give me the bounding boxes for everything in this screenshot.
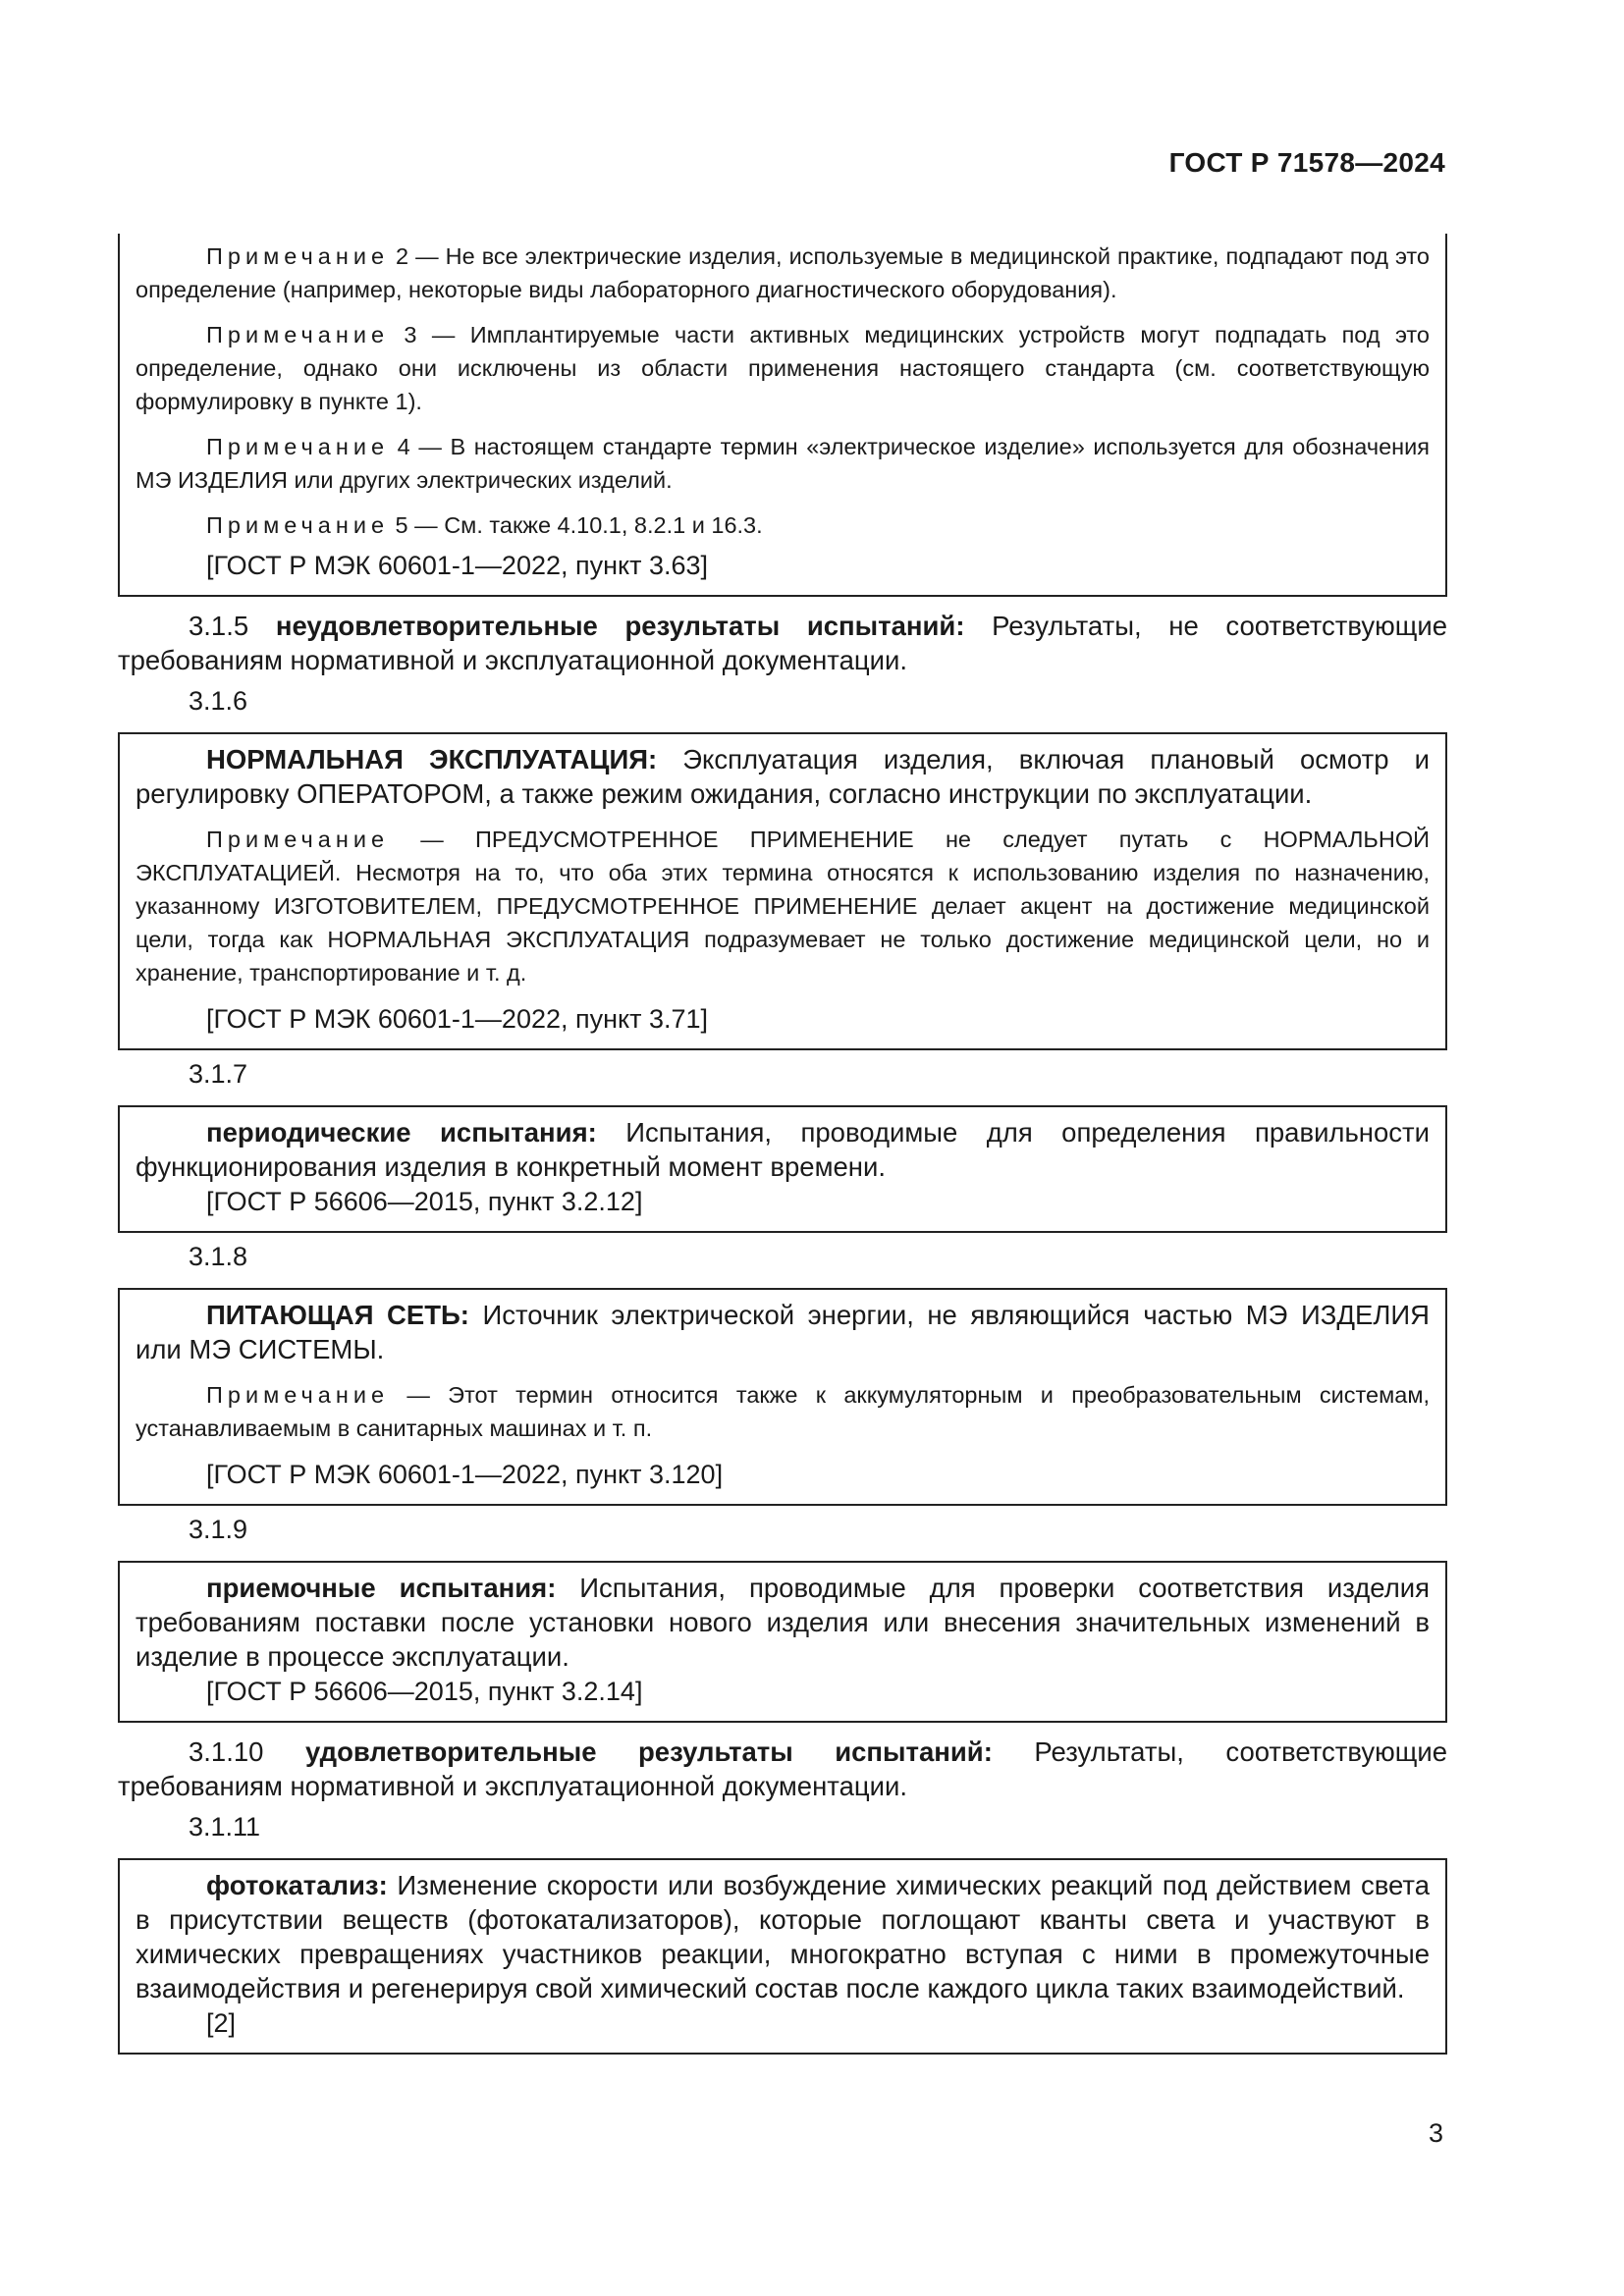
note-text: — ПРЕДУСМОТРЕННОЕ ПРИМЕНЕНИЕ не следует путать с НОРМАЛЬНОЙ ЭКСПЛУАТАЦИЕЙ. Несмотря на то, что оба этих термина относятся к использованию изделия по назначению, указанному ИЗГОТОВИТЕЛЕМ, ПРЕДУСМОТРЕННОЕ ПРИМЕНЕНИЕ делает акцент на достижение медицинской цели, тогда как НОРМАЛЬНАЯ ЭКСПЛУАТАЦИЯ подразумевает не только достижение медицинской цели, но и хранение, транспортирование и т. д. — [135, 827, 1430, 986]
term-number-3-1-11: 3.1.11 — [189, 1812, 261, 1842]
term-note — [135, 823, 1430, 989]
term-definition-paragraph — [135, 1298, 1430, 1366]
definition-box-3-1-7 — [118, 1105, 1447, 1233]
term-number-3-1-9: 3.1.9 — [189, 1515, 248, 1544]
term-title: ПИТАЮЩАЯ СЕТЬ: — [206, 1300, 469, 1330]
term-title: удовлетворительные результаты испытаний: — [305, 1736, 993, 1767]
term-definition-paragraph — [135, 1115, 1430, 1184]
definition-box-3-1-9 — [118, 1561, 1447, 1723]
definition-box-3-1-8 — [118, 1288, 1447, 1506]
note-4 — [135, 430, 1430, 497]
note-text: 2 — Не все электрические изделия, используемые в медицинской практике, подпадают под это определение (например, некоторые виды лабораторного диагностического оборудования). — [135, 243, 1430, 302]
note-label: Примечание — [206, 434, 390, 459]
note-2 — [135, 240, 1430, 306]
term-definition-paragraph — [135, 742, 1430, 811]
definition-box-3-1-6 — [118, 732, 1447, 1050]
term-number-3-1-7: 3.1.7 — [189, 1059, 248, 1089]
definition-box-3-1-11 — [118, 1858, 1447, 2055]
note-label: Примечание — [206, 1382, 390, 1408]
note-label: Примечание — [206, 243, 390, 269]
term-entry-3-1-5 — [118, 609, 1447, 677]
note-text: 5 — См. также 4.10.1, 8.2.1 и 16.3. — [389, 512, 763, 538]
document-id-header: ГОСТ Р 71578—2024 — [1168, 147, 1445, 178]
source-reference: [ГОСТ Р МЭК 60601-1—2022, пункт 3.120] — [206, 1460, 724, 1489]
term-definition-paragraph — [135, 1868, 1430, 2005]
term-title: периодические испытания: — [206, 1117, 597, 1148]
term-number-3-1-8: 3.1.8 — [189, 1242, 248, 1271]
term-title: НОРМАЛЬНАЯ ЭКСПЛУАТАЦИЯ: — [206, 744, 658, 774]
source-reference: [2] — [206, 2008, 237, 2038]
source-reference: [ГОСТ Р 56606—2015, пункт 3.2.14] — [206, 1677, 643, 1706]
note-text: 3 — Имплантируемые части активных медицинских устройств могут подпадать под это определение, однако они исключены из области применения настоящего стандарта (см. соответствующую формулировку в пункте 1). — [135, 322, 1430, 414]
term-title: фотокатализ: — [206, 1870, 388, 1900]
note-text: — Этот термин относится также к аккумуляторным и преобразовательным системам, устанавливаемым в санитарных машинах и т. п. — [135, 1382, 1430, 1441]
term-number-3-1-6: 3.1.6 — [189, 686, 248, 716]
term-note — [135, 1378, 1430, 1445]
source-reference: [ГОСТ Р МЭК 60601-1—2022, пункт 3.71] — [206, 1004, 709, 1034]
term-number: 3.1.10 — [189, 1736, 264, 1767]
note-label: Примечание — [206, 827, 390, 852]
term-definition-paragraph — [135, 1571, 1430, 1674]
term-definition: Эксплуатация изделия, включая плановый осмотр и регулировку ОПЕРАТОРОМ, а также режим ожидания, согласно инструкции по эксплуатации. — [135, 744, 1430, 809]
term-definition: Источник электрической энергии, не являющийся частью МЭ ИЗДЕЛИЯ или МЭ СИСТЕМЫ. — [135, 1300, 1430, 1364]
note-3 — [135, 318, 1430, 418]
page-number: 3 — [1428, 2118, 1443, 2148]
definition-box-3-1-4-continued — [118, 234, 1447, 597]
note-label: Примечание — [206, 512, 390, 538]
term-definition: Испытания, проводимые для проверки соответствия изделия требованиям поставки после установки нового изделия или внесения значительных изменений в изделие в процессе эксплуатации. — [135, 1573, 1430, 1672]
note-5 — [135, 508, 1430, 542]
term-definition: Результаты, соответствующие требованиям нормативной и эксплуатационной документации. — [118, 1736, 1447, 1801]
note-text: 4 — В настоящем стандарте термин «электрическое изделие» используется для обозначения МЭ ИЗДЕЛИЯ или других электрических изделий. — [135, 434, 1430, 493]
source-reference: [ГОСТ Р МЭК 60601-1—2022, пункт 3.63] — [206, 551, 709, 580]
term-definition: Результаты, не соответствующие требованиям нормативной и эксплуатационной документации. — [118, 611, 1448, 675]
source-reference: [ГОСТ Р 56606—2015, пункт 3.2.12] — [206, 1187, 643, 1216]
term-title: неудовлетворительные результаты испытаний: — [275, 611, 965, 641]
term-definition: Изменение скорости или возбуждение химических реакций под действием света в присутствии веществ (фотокатализаторов), которые поглощают кванты света и участвуют в химических превращениях участников реакции, многократно вступая с ними в промежуточные взаимодействия и регенерируя свой химический состав после каждого цикла таких взаимодействий. — [135, 1870, 1430, 2003]
note-label: Примечание — [206, 322, 390, 347]
term-definition: Испытания, проводимые для определения правильности функционирования изделия в конкретный момент времени. — [135, 1117, 1430, 1182]
term-entry-3-1-10 — [118, 1735, 1447, 1803]
term-title: приемочные испытания: — [206, 1573, 557, 1603]
page-content — [118, 234, 1447, 2055]
term-number: 3.1.5 — [189, 611, 249, 641]
